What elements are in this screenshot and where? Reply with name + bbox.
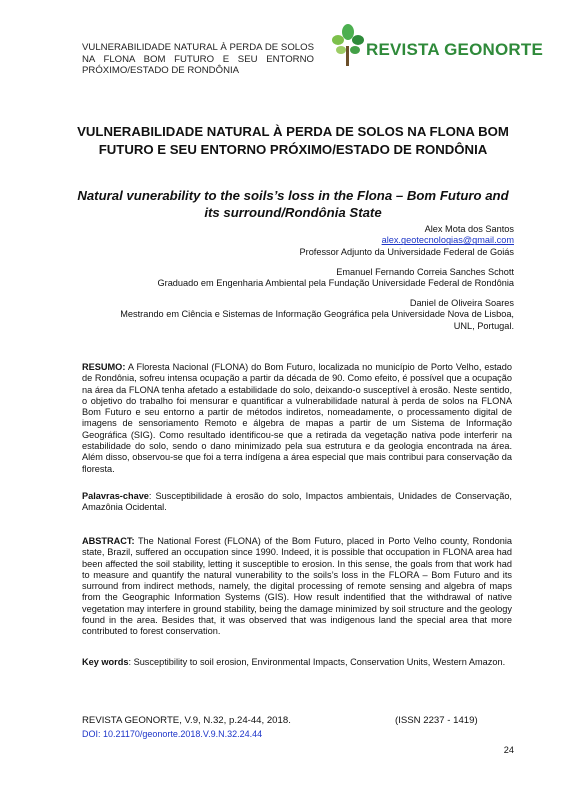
author-name: Daniel de Oliveira Soares [409,298,514,308]
logo-text: REVISTA GEONORTE [366,40,543,59]
author-block-2 [84,267,514,290]
author-name: Alex Mota dos Santos [424,224,514,234]
running-title: VULNERABILIDADE NATURAL À PERDA DE SOLOS NA FLONA BOM FUTURO E SEU ENTORNO PRÓXIMO/ESTADO DE RONDÔNIA [82,42,314,76]
resumo-text: A Floresta Nacional (FLONA) do Bom Futuro, localizada no município de Porto Velho, estado de Rondônia, sofreu intensa ocupação a partir da década de 90. Como efeito, é possível que a ocupação na área da FLONA tenha afetado a estabilidade do solo, deixando-o susceptível à erosão. Neste sentido, o objetivo do trabalho foi mensurar e quantificar a vulnerabilidade natural à perda de solos na FLONA Bom Futuro e seu entorno a partir de métodos indiretos, nomeadamente, o processamento digital de imagens de sensoriamento Remoto e álgebra de mapas a partir de um Sistema de Informação Geográfica (SIG). Como resultado identificou-se que a retirada da vegetação nativa pode interferir na estabilidade do solo, sendo o dano minimizado pela sua estrutura e da geologia encontrada na área. Além disso, observou-se que foi a terra indígena a área especial que mais contribui para conservação da floresta. [82,362,512,474]
keywords-text: : Susceptibility to soil erosion, Environmental Impacts, Conservation Units, Western Amazon. [128,657,506,667]
resumo-label: RESUMO: [82,362,126,372]
author-affiliation: Graduado em Engenharia Ambiental pela Fundação Universidade Federal de Rondônia [157,278,514,289]
doi-link[interactable]: DOI: 10.21170/geonorte.2018.V.9.N.32.24.44 [82,729,263,739]
abstract-label: ABSTRACT: [82,536,135,546]
author-name: Emanuel Fernando Correia Sanches Schott [336,267,514,277]
resumo-paragraph [82,362,512,475]
keywords-paragraph [82,657,512,668]
palavras-chave-paragraph [82,491,512,514]
author-block-3 [84,298,514,332]
author-affiliation: Professor Adjunto da Universidade Federal de Goiás [299,246,514,257]
author-affiliation: Mestrando em Ciência e Sistemas de Informação Geográfica pela Universidade Nova de Lisboa, [120,309,514,320]
tree-icon [330,22,366,68]
palavras-chave-label: Palavras-chave [82,491,149,501]
footer-journal: REVISTA GEONORTE, V.9, N.32, p.24-44, 2018. [82,715,291,726]
title-english: Natural vunerability to the soils’s loss in the Flona – Bom Futuro and its surround/Rondônia State [77,188,509,220]
abstract-paragraph [82,536,512,638]
author-email-link[interactable]: alex.geotecnologias@gmail.com [381,235,514,246]
keywords-label: Key words [82,657,129,667]
footer-issn: (ISSN 2237 - 1419) [395,715,478,726]
title-portuguese: VULNERABILIDADE NATURAL À PERDA DE SOLOS NA FLONA BOM FUTURO E SEU ENTORNO PRÓXIMO/ESTADO DE RONDÔNIA [77,124,509,157]
page-number: 24 [503,745,514,755]
author-affiliation-cont: UNL, Portugal. [453,320,514,331]
abstract-text: The National Forest (FLONA) of the Bom Futuro, placed in Porto Velho county, Rondonia state, Brazil, suffered an occupation since 1990. Indeed, it is possible that occupation in FLONA area had been affected the soil stability, letting it susceptible to erosion. In this sense, the goals from that work had to measure and quantify the natural vunerability to the soils’s loss in the FLORA – Bom Futuro and its surround from indirect methods, namely, the digital processing of remote sensing and algebra of maps from the Geographic Information Systems (GIS). How result indentified that the withdrawal of native vegetation may interfere in ground stability, being the damage minimized by soil structure and the geology found in the area. Besides that, it was observed that was indigenous land the special area that more contributed to forest conservation. [82,536,512,637]
palavras-chave-text: : Susceptibilidade à erosão do solo, Impactos ambientais, Unidades de Conservação, Amazônia Ocidental. [82,491,512,513]
author-block-1 [84,224,514,258]
